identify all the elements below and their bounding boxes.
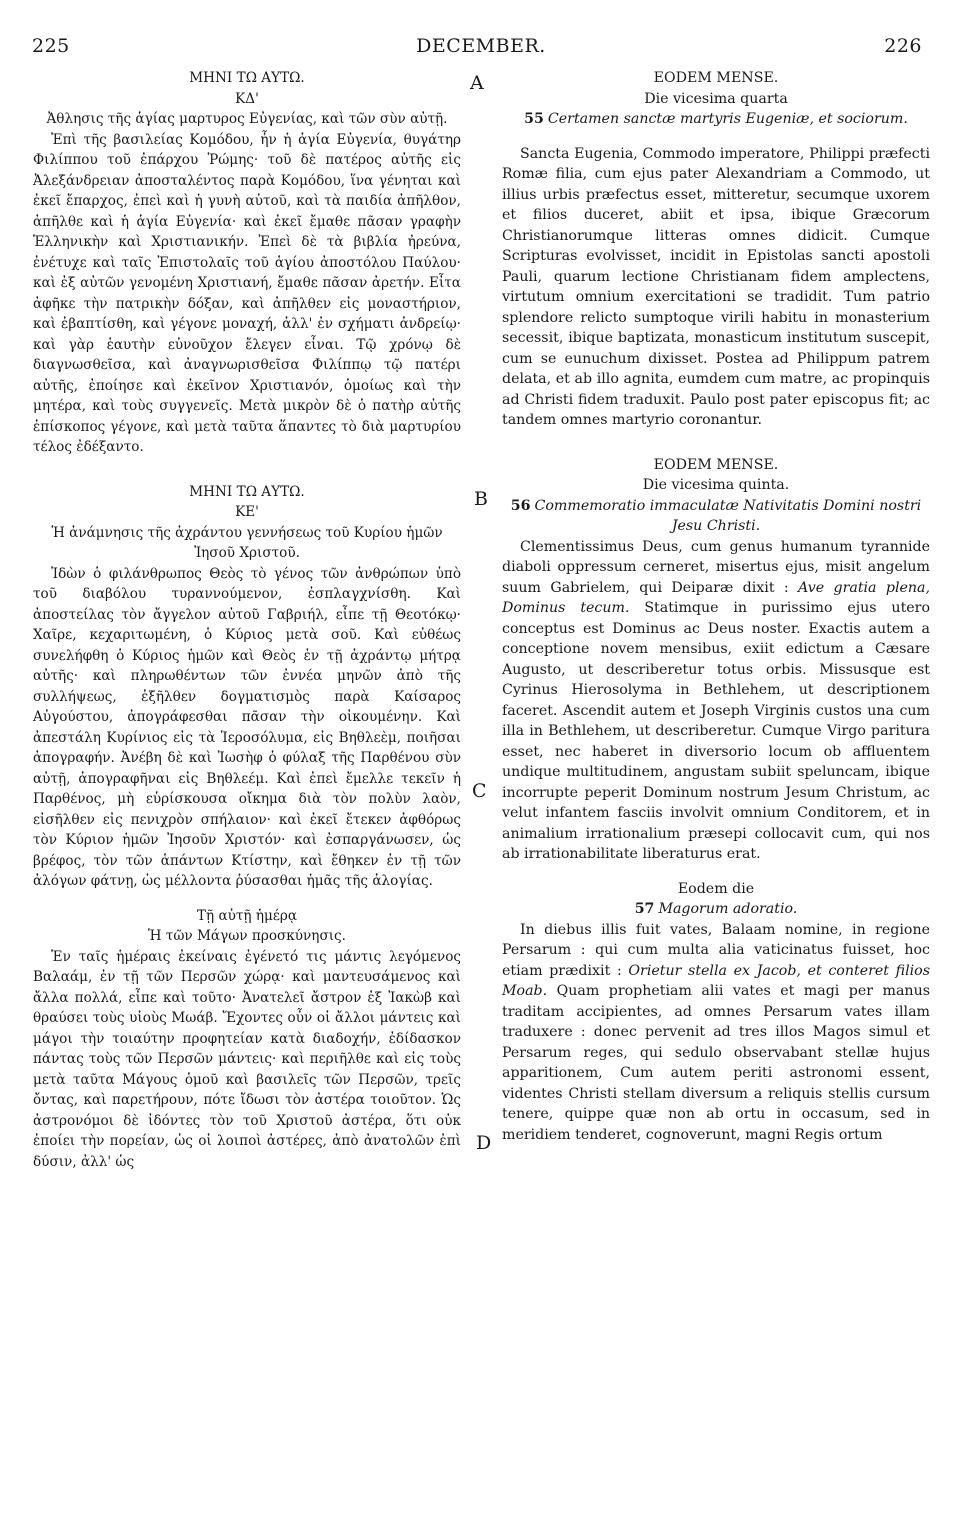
latin-s2-day: Die vicesima quinta. <box>642 477 790 493</box>
latin-s3-day: Eodem die <box>677 880 755 897</box>
latin-s1-month: EODEM MENSE. <box>653 70 779 86</box>
greek-s1-month: ΜΗΝΙ ΤΩ ΑΥΤΩ. <box>189 70 305 86</box>
greek-s3-body: Ἐν ταῖς ἡμέραις ἐκείναις ἐγένετό τις μάντις λεγόμενος Βαλαάμ, ἐν τῇ τῶν Περσῶν χώρᾳ· καὶ μαντευσάμενος καὶ ἄλλα πολλά, εἶπε καὶ τοῦτο· Ἀνατελεῖ ἄστρον ἐξ Ἰακὼβ καὶ θραύσει τοὺς υἱοὺς Μωάβ. Ἔχοντες οὖν οἱ ἄλλοι μάντεις καὶ μάγοι τὴν τοιαύτην προφητείαν κατὰ διαδοχήν, ἐδίδασκον πάντας τοὺς τῶν Περσῶν μάντεις· καὶ περιῆλθε καὶ εἰς τοὺς μετὰ ταῦτα Μάγους ὁμοῦ καὶ βασιλεῖς τῶν Περσῶν, τρεῖς ὄντας, καὶ παρετήρουν, πότε ἴδωσι τὸν ἀστέρα τοιοῦτον. Ὡς ἀστρονόμοι δὲ ἰδόντες τὸν τοῦ Χριστοῦ ἀστέρα, ὅτι οὐκ ἐποίει τὴν πορείαν, ὡς οἱ λοιποὶ ἀστέρες, ἀπὸ ἀνατολῶν ἐπὶ δύσιν, ἀλλ' ὡς <box>33 948 461 1170</box>
greek-s2-title: Ἡ ἀνάμνησις τῆς ἀχράντου γεννήσεως τοῦ Κυρίου ἡμῶν Ἰησοῦ Χριστοῦ. <box>51 524 443 561</box>
latin-s1-body: Sancta Eugenia, Commodo imperatore, Philippi præfecti Romæ filia, cum ejus pater Alexandriam a Commodo, ut illius urbis præfectus esset, mitteretur, secumque uxorem et filios duceret, abiit et ipsa, ibique Græcorum Christianorumque litteras omnes didicit. Cumque Scripturas evolvisset, incidit in Epistolas sancti apostoli Pauli, quarum lectione Christianam fidem amplectens, virtutum omnium exercitationi se tradidit. Tum patrio splendore relicto sumptoque virili habitu in monasterium secessit, ibique baptizata, monasticum institutum suscepit, cum se eunuchum dixisset. Postea ad Philippum patrem delata, et ab illo agnita, eumdem cum matre, ac propinquis ad Christi fidem traduxit. Paulo post pater episcopus fit; ac tandem omnes martyrio coronantur. <box>502 145 930 428</box>
latin-s3-body-a: In diebus illis fuit vates, Balaam nomine, in regione Persarum : qui cum multa alia vaticinatus fuisset, hoc etiam prædixit : <box>502 921 930 979</box>
greek-s2-day: ΚΕ' <box>235 504 259 520</box>
latin-s2-month: EODEM MENSE. <box>653 456 779 473</box>
page-number-left: 225 <box>32 35 70 57</box>
margin-marker-c: C <box>472 780 487 802</box>
latin-s3-body-italic: Orietur stella ex Jacob, et conteret filios Moab. <box>502 962 930 999</box>
page-number-right: 226 <box>884 35 922 57</box>
greek-s2-month: ΜΗΝΙ ΤΩ ΑΥΤΩ. <box>189 483 305 500</box>
latin-s1-number: 55 <box>524 111 544 127</box>
greek-s3-title: Ἡ τῶν Μάγων προσκύνησις. <box>148 928 346 944</box>
latin-s3-body-b: Quam prophetiam alii vates et magi per manus traditam accipientes, ad omnes Persarum vates illam traduxere : donec pervenit ad tres illos Magos simul et Persarum reges, qui sedulo observabant stellæ hujus apparitionem, Cum autem periti astronomi essent, videntes Christi stellam diversum a reliquis stellis cursum tenere, quippe quæ non ab ortu in occasum, sed in meridiem tenderet, cognoverunt, magni Regis ortum <box>502 983 930 1143</box>
latin-s2-number: 56 <box>510 497 531 514</box>
margin-marker-d: D <box>476 1132 492 1154</box>
greek-s2-body: Ἰδὼν ὁ φιλάνθρωπος Θεὸς τὸ γένος τῶν ἀνθρώπων ὑπὸ τοῦ διαβόλου τυραννούμενον, ἐσπλαγχνίσθη. Καὶ ἀποστείλας τὸν ἄγγελον αὐτοῦ Γαβριήλ, εἶπε τῇ Θεοτόκῳ· Χαῖρε, κεχαριτωμένη, ὁ Κύριος μετὰ σοῦ. Καὶ εὐθέως συνελήφθη ὁ Κύριος ἡμῶν καὶ Θεὸς ἐν τῇ ἀχράντῳ μήτρᾳ αὐτῆς· καὶ πληρωθέντων τῶν ἐννέα μηνῶν ἀπὸ τῆς συλλήψεως, ἐξῆλθεν δογματισμὸς παρὰ Καίσαρος Αὐγούστου, ἀπογράφεσθαι πᾶσαν τὴν οἰκουμένην. Καὶ ἀπεστάλη Κυρίνιος εἰς τὰ Ἱεροσόλυμα, εἰς Βηθλεὲμ, ποιῆσαι ἀπογραφήν. Ἀνέβη δὲ καὶ Ἰωσὴφ ὁ φύλαξ τῆς Παρθένου σὺν αὐτῇ, ἀπογραφῆναι εἰς Βηθλεέμ. Καὶ ἐπεὶ ἔμελλε τεκεῖν ἡ Παρθένος, μὴ εὑρίσκουσα οἴκημα διὰ τὸν πολὺν λαὸν, εἰσῆλθεν εἰς πενιχρὸν σπήλαιον· καὶ ἐκεῖ ἔτεκεν ἀφθόρως τὸν Κύριον ἡμῶν Ἰησοῦν Χριστόν· καὶ ἐσπαργάνωσεν, ὡς βρέφος, τὸν τῶν ἁπάντων Κτίστην, καὶ ἔθηκεν ἐν τῇ τῶν ἀλόγων φάτνῃ, ὡς μέλλοντα ῥύσασθαι ἡμᾶς τῆς ἀλογίας. <box>33 565 461 889</box>
latin-s1-title: Certamen sanctæ martyris Eugeniæ, et sociorum. <box>547 111 908 127</box>
latin-s1-heading <box>502 109 930 130</box>
latin-s3-heading <box>502 899 930 920</box>
margin-marker-a: A <box>470 72 484 94</box>
latin-s2-title: Commemoratio immaculatæ Nativitatis Domini nostri Jesu Christi. <box>534 497 922 534</box>
latin-s3-number: 57 <box>634 901 655 917</box>
latin-s2-body-b: Statimque in purissimo ejus utero conceptus est Dominus ac Deus noster. Exactis autem a conceptione novem mensibus, exiit edictum a Cæsare Augusto, ut describeretur totus orbis. Missusque est Cyrinus Hierosolyma in Bethlehem, ut descriptionem faceret. Ascendit autem et Joseph Virginis custos una cum illa in Bethlehem, ut describeretur. Cumque Virgo paritura esset, nec haberet in diversorio locum ob affluentem undique multitudinem, angustam subiit speluncam, ibique incorrupte peperit Dominum nostrum Jesum Christum, ac velut infantem fasciis involvit omnium Conditorem, et in animalium irrationalium præsepi collocavit cum, qui nos ab irrationabilitate liberaturus erat. <box>502 600 930 862</box>
greek-column <box>33 68 461 1172</box>
latin-s3-title: Magorum adoratio. <box>658 901 798 917</box>
latin-s3-body <box>502 920 930 1146</box>
margin-marker-b: B <box>474 488 488 510</box>
latin-s2-body-a: Clementissimus Deus, cum genus humanum tyrannide diaboli oppressum cerneret, misertus ejus, misit angelum suum Gabrielem, qui Deiparæ dixit : <box>502 538 930 596</box>
greek-s1-body: Ἐπὶ τῆς βασιλείας Κομόδου, ἦν ἡ ἁγία Εὐγενία, θυγάτηρ Φιλίππου τοῦ ἐπάρχου Ῥώμης· τοῦ δὲ πατέρος αὐτῆς εἰς Ἀλεξάνδρειαν ἀποσταλέντος παρὰ Κομόδου, ἵνα γένηται καὶ ἐκεῖ ἔπαρχος, ἐπεὶ καὶ ἡ γυνὴ αὐτοῦ, καὶ τὰ παιδία ἀπῆλθον, ἀπῆλθε καὶ ἡ ἁγία Εὐγενία· καὶ ἐκεῖ ἔμαθε πᾶσαν γραφὴν Ἑλληνικὴν καὶ Χριστιανικήν. Ἐπεὶ δὲ τὰ βιβλία ἠρεύνα, ἐνέτυχε καὶ ταῖς Ἐπιστολαῖς τοῦ ἁγίου ἀποστόλου Παύλου· καὶ ἐξ αὐτῶν γενομένη Χριστιανή, ἔμαθε πᾶσαν ἀρετήν. Εἶτα ἀφῆκε τὴν πατρικὴν δόξαν, καὶ ἀπῆλθεν εἰς μοναστήριον, καὶ ἐβαπτίσθη, καὶ γέγονε μοναχή, ἀλλ' ἐν σχήματι ἀνδρείῳ· καὶ γὰρ ἑαυτὴν εὐνοῦχον ἔλεγεν εἶναι. Τῷ χρόνῳ δὲ διαγνωσθεῖσα, καὶ ἀναγνωρισθεῖσα Φιλίππῳ τῷ πατέρι αὐτῆς, ἐποίησε καὶ ἐκεῖνον Χριστιανόν, ὁμοίως καὶ τὴν μητέρα, καὶ τοὺς συγγενεῖς. Μετὰ μικρὸν δὲ ὁ πατὴρ αὐτῆς ἐπίσκοπος γέγονε, καὶ μετὰ ταῦτα ἅπαντες τὸ διὰ μαρτυρίου τέλος ἐδέξαντο. <box>33 131 461 455</box>
greek-s1-day: ΚΔ' <box>235 90 259 107</box>
latin-s2-body-italic: Ave gratia plena, Dominus tecum. <box>502 579 930 616</box>
latin-s2-body <box>502 537 930 865</box>
latin-s1-day: Die vicesima quarta <box>644 90 788 107</box>
greek-s3-day: Τῇ αὐτῇ ἡμέρᾳ <box>196 907 298 924</box>
latin-s2-heading <box>502 496 930 537</box>
greek-s1-title: Ἀθλησις τῆς ἁγίας μαρτυρος Εὐγενίας, καὶ τῶν σὺν αὐτῇ. <box>46 111 448 127</box>
running-title: DECEMBER. <box>416 35 546 57</box>
latin-column <box>502 68 930 1145</box>
